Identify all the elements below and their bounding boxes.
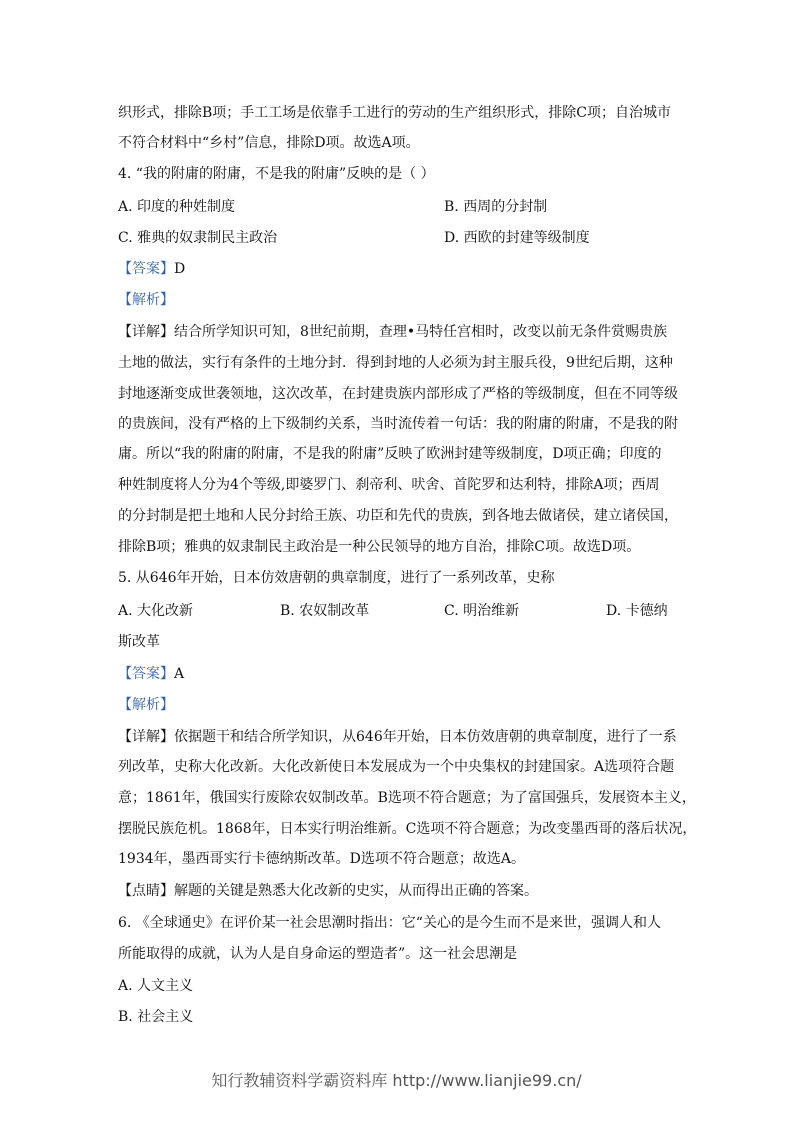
q4-analysis-tag: [118, 290, 174, 310]
q5-option-a: A. 大化改新: [118, 603, 194, 619]
q5-detail-line: 列改革，史称大化改新。大化改新使日本发展成为一个中央集权的封建国家。A选项符合题: [118, 759, 675, 775]
q4-detail-line: 的分封制是把土地和人民分封给王族、功臣和先代的贵族，到各地去做诸侯，建立诸侯国，: [118, 508, 678, 524]
q5-option-d-continued: 斯改革: [118, 634, 160, 650]
q4-option-a: A. 印度的种姓制度: [118, 199, 236, 215]
detail-tag: 【详解】: [118, 324, 174, 340]
q4-answer: [118, 259, 185, 279]
q5-tip: [118, 881, 538, 901]
text-line: 不符合材料中“乡村”信息，排除D项。故选A项。: [118, 135, 420, 151]
q4-detail-line: 排除B项；雅典的奴隶制民主政治是一种公民领导的地方自治，排除C项。故选D项。: [118, 539, 641, 555]
answer-tag: 【答案】: [118, 261, 174, 277]
footer-watermark: 知行教辅资料学霸资料库 http://www.lianjie99.cn/: [211, 1071, 582, 1090]
detail-tag: 【详解】: [118, 729, 174, 745]
q4-detail-line: 土地的做法，实行有条件的土地分封．得到封地的人必须为封主服兵役，9世纪后期，这种: [118, 355, 673, 371]
question-5-stem: 5. 从646年开始，日本仿效唐朝的典章制度，进行了一系列改革，史称: [118, 570, 555, 586]
q4-detail-line: 的贵族间，没有严格的上下级制约关系，当时流传着一句话：我的附庸的附庸，不是我的附: [118, 416, 678, 432]
q4-option-d: D. 西欧的封建等级制度: [444, 230, 590, 246]
q5-option-d: D. 卡德纳: [606, 603, 668, 619]
text-line: 织形式，排除B项；手工工场是依靠手工进行的劳动的生产组织形式，排除C项；自治城市: [118, 105, 671, 121]
question-4-stem: 4. “我的附庸的附庸，不是我的附庸”反映的是（ ）: [118, 166, 435, 182]
q4-detail-line: 庸。所以“我的附庸的附庸，不是我的附庸”反映了欧洲封建等级制度，D项正确；印度的: [118, 446, 662, 462]
q4-detail-line: [118, 322, 667, 342]
answer-tag: 【答案】: [118, 666, 174, 682]
tip-tag: 【点睛】: [118, 883, 174, 899]
q5-answer: [118, 664, 184, 684]
analysis-tag: 【解析】: [118, 292, 174, 308]
q5-detail-line: 摆脱民族危机。1868年，日本实行明治维新。C选项不符合题意；为改变墨西哥的落后状况，: [118, 821, 697, 837]
q5-analysis-tag: [118, 695, 174, 715]
q4-detail-line: 种姓制度将人分为4个等级,即婆罗门、刹帝利、吠舍、首陀罗和达利特，排除A项；西周: [118, 477, 660, 493]
tip-text: 解题的关键是熟悉大化改新的史实，从而得出正确的答案。: [174, 883, 538, 899]
q5-detail-line: [118, 727, 677, 747]
q6-option-a: A. 人文主义: [118, 978, 194, 994]
q5-detail-line: 1934年，墨西哥实行卡德纳斯改革。D选项不符合题意；故选A。: [118, 851, 525, 867]
answer-value: A: [174, 666, 185, 682]
q5-option-b: B. 农奴制改革: [280, 603, 370, 619]
q5-detail-line: 意；1861年，俄国实行废除农奴制改革。B选项不符合题意；为了富国强兵，发展资本主义，: [118, 790, 696, 806]
question-6-stem: 6. 《全球通史》在评价某一社会思潮时指出：它“关心的是今生而不是来世，强调人和人: [118, 915, 661, 931]
question-6-stem: 所能取得的成就，认为人是自身命运的塑造者”。这一社会思潮是: [118, 946, 518, 962]
q5-option-c: C. 明治维新: [444, 603, 520, 619]
q4-option-b: B. 西周的分封制: [444, 199, 548, 215]
answer-value: D: [174, 261, 186, 277]
q4-option-c: C. 雅典的奴隶制民主政治: [118, 230, 278, 246]
q6-option-b: B. 社会主义: [118, 1009, 194, 1025]
q4-detail-line: 封地逐渐变成世袭领地，这次改革，在封建贵族内部形成了严格的等级制度，但在不同等级: [118, 386, 678, 402]
detail-text: 结合所学知识可知，8世纪前期，查理•马特任宫相时，改变以前无条件赏赐贵族: [174, 324, 668, 340]
detail-text: 依据题干和结合所学知识，从646年开始，日本仿效唐朝的典章制度，进行了一系: [174, 729, 677, 745]
analysis-tag: 【解析】: [118, 697, 174, 713]
